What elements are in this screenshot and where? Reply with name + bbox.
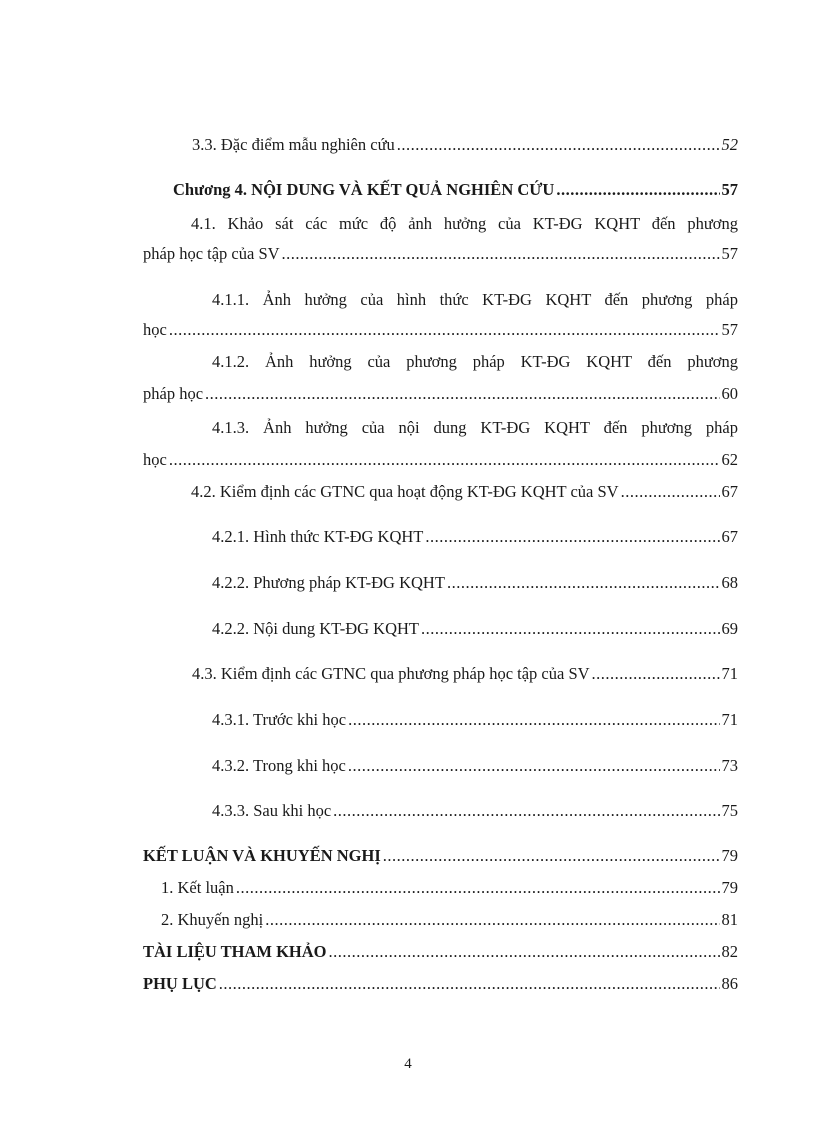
toc-entry-4-1-3[interactable] bbox=[143, 450, 738, 470]
toc-page: 67 bbox=[721, 527, 738, 546]
toc-page: 71 bbox=[721, 664, 738, 683]
toc-page: 57 bbox=[721, 244, 738, 263]
toc-leader bbox=[219, 974, 720, 994]
toc-leader bbox=[348, 710, 719, 730]
toc-page: 73 bbox=[721, 756, 738, 775]
toc-entry-4-1-3-line1[interactable]: 4.1.3. Ảnh hưởng của nội dung KT-ĐG KQHT đến phương pháp bbox=[212, 418, 738, 437]
toc-entry-4-2[interactable] bbox=[191, 482, 738, 502]
toc-page: 67 bbox=[721, 482, 738, 501]
toc-label: 2. Khuyến nghị bbox=[161, 910, 264, 929]
toc-label: 4.3. Kiểm định các GTNC qua phương pháp học tập của SV bbox=[192, 664, 590, 683]
toc-page: 69 bbox=[721, 619, 738, 638]
toc-leader bbox=[265, 910, 719, 930]
toc-page: 52 bbox=[721, 135, 738, 154]
toc-entry-references[interactable] bbox=[143, 942, 738, 962]
toc-label: 3.3. Đặc điểm mẫu nghiên cứu bbox=[192, 135, 395, 154]
toc-entry-recommendations[interactable] bbox=[161, 910, 738, 930]
toc-entry-4-3-1[interactable] bbox=[212, 710, 738, 730]
toc-leader bbox=[592, 664, 720, 684]
toc-leader bbox=[397, 135, 720, 155]
toc-leader bbox=[621, 482, 720, 502]
toc-label: 4.3.2. Trong khi học bbox=[212, 756, 346, 775]
toc-leader bbox=[556, 180, 719, 200]
toc-entry-4-1-1-line1[interactable]: 4.1.1. Ảnh hưởng của hình thức KT-ĐG KQHT đến phương pháp bbox=[212, 290, 738, 309]
toc-label: 1. Kết luận bbox=[161, 878, 234, 897]
toc-leader bbox=[425, 527, 719, 547]
toc-leader bbox=[383, 846, 720, 866]
toc-label: TÀI LIỆU THAM KHẢO bbox=[143, 942, 327, 961]
toc-entry-4-1-1[interactable] bbox=[143, 320, 738, 340]
toc-label: pháp học tập của SV bbox=[143, 244, 280, 263]
toc-page: 60 bbox=[721, 384, 738, 403]
toc-page: 75 bbox=[721, 801, 738, 820]
toc-page: 82 bbox=[721, 942, 738, 961]
toc-page: 57 bbox=[721, 180, 738, 199]
toc-leader bbox=[333, 801, 719, 821]
toc-label: 4.2. Kiểm định các GTNC qua hoạt động KT-ĐG KQHT của SV bbox=[191, 482, 619, 501]
toc-leader bbox=[329, 942, 720, 962]
toc-label: KẾT LUẬN VÀ KHUYẾN NGHỊ bbox=[143, 846, 381, 865]
toc-page: 68 bbox=[721, 573, 738, 592]
toc-leader bbox=[169, 320, 720, 340]
toc-label: PHỤ LỤC bbox=[143, 974, 217, 993]
toc-label: 4.3.3. Sau khi học bbox=[212, 801, 332, 820]
toc-entry-conclusion[interactable] bbox=[143, 846, 738, 866]
toc-entry-3-3[interactable] bbox=[192, 135, 738, 155]
toc-entry-4-2-2-methods[interactable] bbox=[212, 573, 738, 593]
toc-page: 79 bbox=[721, 878, 738, 897]
toc-leader bbox=[236, 878, 720, 898]
toc-entry-4-1[interactable] bbox=[143, 244, 738, 264]
toc-page: 86 bbox=[721, 974, 738, 993]
toc-entry-4-1-line1[interactable]: 4.1. Khảo sát các mức độ ảnh hưởng của KT-ĐG KQHT đến phương bbox=[191, 214, 738, 233]
toc-label: 4.2.1. Hình thức KT-ĐG KQHT bbox=[212, 527, 424, 546]
toc-label: 4.2.2. Nội dung KT-ĐG KQHT bbox=[212, 619, 420, 638]
toc-leader bbox=[282, 244, 720, 264]
toc-leader bbox=[421, 619, 719, 639]
toc-entry-appendix[interactable] bbox=[143, 974, 738, 994]
page-number: 4 bbox=[404, 1056, 412, 1072]
toc-leader bbox=[169, 450, 720, 470]
toc-label: học bbox=[143, 450, 167, 469]
toc-page: 71 bbox=[721, 710, 738, 729]
toc-label: pháp học bbox=[143, 384, 204, 403]
toc-label: Chương 4. NỘI DUNG VÀ KẾT QUẢ NGHIÊN CỨU bbox=[173, 180, 555, 199]
toc-entry-4-1-2-line1[interactable]: 4.1.2. Ảnh hưởng của phương pháp KT-ĐG KQHT đến phương bbox=[212, 352, 738, 371]
toc-page: 81 bbox=[721, 910, 738, 929]
toc-leader bbox=[205, 384, 719, 404]
toc-leader bbox=[348, 756, 720, 776]
toc-entry-chapter-4[interactable] bbox=[173, 180, 738, 200]
toc-label: 4.2.2. Phương pháp KT-ĐG KQHT bbox=[212, 573, 445, 592]
toc-entry-4-2-1[interactable] bbox=[212, 527, 738, 547]
toc-page: 57 bbox=[721, 320, 738, 339]
toc-entry-conclusion-1[interactable] bbox=[161, 878, 738, 898]
toc-leader bbox=[447, 573, 720, 593]
toc-label: học bbox=[143, 320, 167, 339]
toc-entry-4-2-2-content[interactable] bbox=[212, 619, 738, 639]
toc-entry-4-3-2[interactable] bbox=[212, 756, 738, 776]
toc-label: 4.3.1. Trước khi học bbox=[212, 710, 347, 729]
toc-page: 79 bbox=[721, 846, 738, 865]
toc-entry-4-3-3[interactable] bbox=[212, 801, 738, 821]
toc-entry-4-3[interactable] bbox=[192, 664, 738, 684]
toc-page: 62 bbox=[721, 450, 738, 469]
toc-entry-4-1-2[interactable] bbox=[143, 384, 738, 404]
